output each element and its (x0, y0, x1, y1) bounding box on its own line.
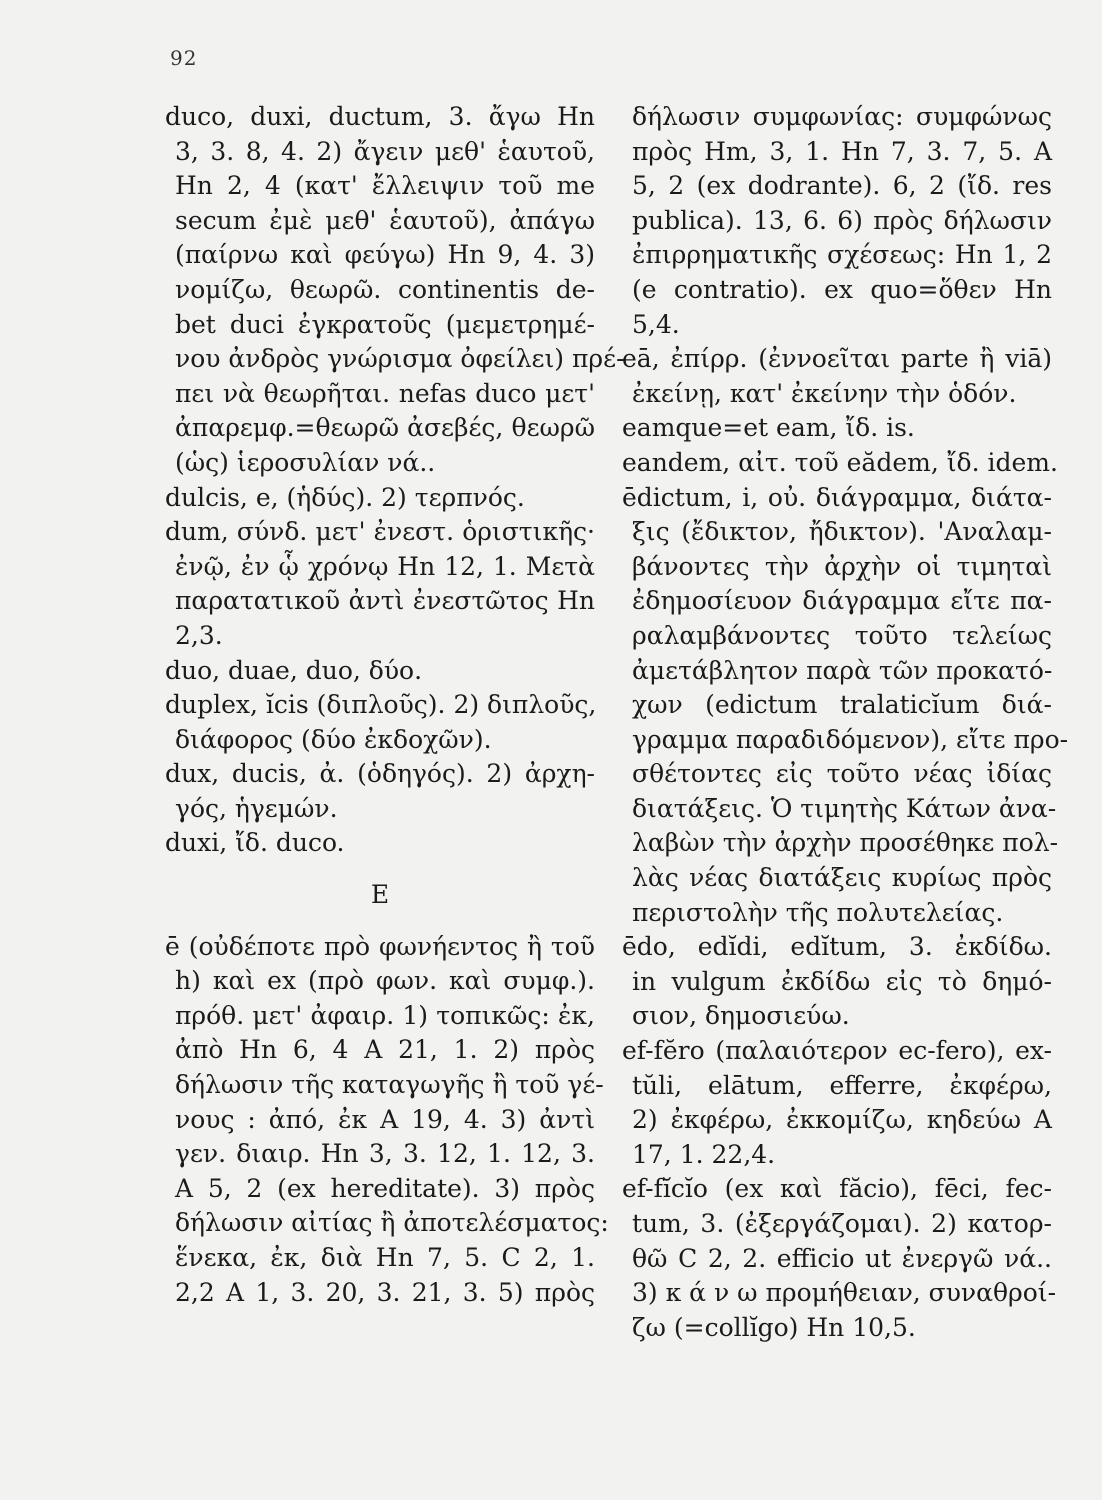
text-line: παρατατικοῦ ἀντὶ ἐνεστῶτος Hn (175, 586, 595, 616)
text-line: 2,2 A 1, 3. 20, 3. 21, 3. 5) πρὸς (175, 1277, 595, 1307)
text-line: δήλωσιν συμφωνίας: συμφώνως (632, 102, 1052, 131)
section-letter: E (370, 880, 390, 910)
text-line: νου ἀνδρὸς γνώρισμα ὀφείλει) πρέ- (175, 344, 625, 374)
text-line: duco, duxi, ductum, 3. ἄγω Hn (165, 102, 595, 131)
text-line: γός, ἡγεμών. (175, 793, 338, 823)
text-line: διάφορος (δύο ἐκδοχῶν). (175, 724, 492, 754)
right-column (622, 100, 1069, 1345)
text-line: ἀπὸ Hn 6, 4 A 21, 1. 2) πρὸς (175, 1035, 595, 1065)
text-line: ἐπιρρηματικῆς σχέσεως: Hn 1, 2 (632, 240, 1052, 270)
text-line: γεν. διαιρ. Hn 3, 3. 12, 1. 12, 3. (175, 1139, 595, 1169)
text-line: in vulgum ἐκδίδω εἰς τὸ δημό- (632, 966, 1052, 996)
text-line: (e contratio). ex quo=ὅθεν Hn (632, 274, 1052, 304)
text-line: duo, duae, duo, δύο. (165, 655, 423, 685)
text-line: (ὡς) ἱεροσυλίαν νά.. (175, 447, 436, 477)
text-line: περιστολὴν τῆς πολυτελείας. (632, 897, 1004, 927)
text-line: ἀπαρεμφ.=θεωρῶ ἀσεβές, θεωρῶ (175, 413, 595, 443)
text-line: ef-fĭcĭo (ex καὶ făcio), fēci, fec- (622, 1174, 1052, 1204)
text-line: ēdictum, i, οὐ. διάγραμμα, διάτα- (622, 482, 1052, 512)
text-line: ζω (=collĭgo) Hn 10,5. (632, 1312, 916, 1342)
text-line: secum ἐμὲ μεθ' ἑαυτοῦ), ἀπάγω (175, 205, 595, 235)
text-line: θῶ C 2, 2. efficio ut ἐνεργῶ νά.. (632, 1243, 1052, 1273)
text-line: tum, 3. (ἐξεργάζομαι). 2) κατορ- (632, 1209, 1052, 1238)
text-line: 17, 1. 22,4. (632, 1139, 776, 1169)
text-line: ξις (ἔδικτον, ἤδικτον). 'Αναλαμ- (632, 517, 1052, 547)
text-line: δήλωσιν τῆς καταγωγῆς ἢ τοῦ γέ- (175, 1070, 604, 1100)
text-line: 5, 2 (ex dodrante). 6, 2 (ἴδ. res (632, 171, 1052, 201)
text-line: 5,4. (632, 309, 680, 339)
text-line: bet duci ἐγκρατοῦς (μεμετρημέ- (175, 309, 595, 339)
text-line: γραμμα παραδιδόμενον), εἴτε προ- (632, 724, 1069, 754)
text-line: 3) κ ά ν ω προμήθειαν, συναθροί- (632, 1278, 1057, 1308)
text-line: πρόθ. μετ' ἀφαιρ. 1) τοπικῶς: ἐκ, (175, 1000, 595, 1030)
text-line: 2) ἐκφέρω, ἐκκομίζω, κηδεύω A (632, 1105, 1052, 1135)
text-line: λὰς νέας διατάξεις κυρίως πρὸς (632, 863, 1052, 893)
text-line: eamque=et eam, ἴδ. is. (622, 413, 915, 443)
text-line: σιον, δημοσιεύω. (632, 1001, 850, 1031)
text-line: βάνοντες τὴν ἀρχὴν οἱ τιμηταὶ (632, 551, 1052, 581)
text-line: χων (edictum tralaticĭum διά- (632, 690, 1052, 720)
text-line: 2,3. (175, 620, 223, 650)
left-column (165, 100, 625, 1310)
text-line: πει νὰ θεωρῆται. nefas duco μετ' (175, 378, 595, 408)
text-line: διατάξεις. Ὁ τιμητὴς Κάτων ἀνα- (632, 793, 1057, 823)
text-line: (παίρνω καὶ φεύγω) Hn 9, 4. 3) (175, 240, 595, 270)
text-line: eandem, αἰτ. τοῦ eădem, ἴδ. idem. (622, 447, 1058, 477)
text-line: A 5, 2 (ex hereditate). 3) πρὸς (175, 1173, 595, 1203)
text-line: ἐδημοσίευον διάγραμμα εἴτε πα- (632, 586, 1052, 616)
text-line: ē (οὐδέποτε πρὸ φωνήεντος ἢ τοῦ (165, 931, 595, 961)
text-line: ef-fĕro (παλαιότερον ec-fero), ex- (622, 1036, 1052, 1066)
text-line: duplex, ĭcis (διπλοῦς). 2) διπλοῦς, (165, 690, 597, 720)
text-line: λαβὼν τὴν ἀρχὴν προσέθηκε πολ- (632, 828, 1059, 858)
text-line: duxi, ἴδ. duco. (165, 828, 345, 858)
text-line: publica). 13, 6. 6) πρὸς δήλωσιν (632, 205, 1052, 235)
text-line: δήλωσιν αἰτίας ἢ ἀποτελέσματος: (175, 1208, 609, 1238)
text-line: ἕνεκα, ἐκ, διὰ Hn 7, 5. C 2, 1. (175, 1243, 595, 1272)
text-line: Hn 2, 4 (κατ' ἔλλειψιν τοῦ me (175, 171, 595, 201)
text-line: tŭli, elātum, efferre, ἐκφέρω, (632, 1070, 1052, 1100)
text-line: ἀμετάβλητον παρὰ τῶν προκατό- (632, 655, 1053, 685)
text-line: σθέτοντες εἰς τοῦτο νέας ἰδίας (632, 759, 1052, 789)
text-line: h) καὶ ex (πρὸ φων. καὶ συμφ.). (175, 966, 595, 996)
text-line: dum, σύνδ. μετ' ἐνεστ. ὁριστικῆς· (165, 517, 595, 547)
text-line: ἐκείνῃ, κατ' ἐκείνην τὴν ὁδόν. (632, 378, 1017, 408)
text-line: eā, ἐπίρρ. (ἐννοεῖται parte ἢ viā) (622, 344, 1052, 374)
text-line: νομίζω, θεωρῶ. continentis de- (175, 274, 595, 304)
text-line: dux, ducis, ἀ. (ὁδηγός). 2) ἀρχη- (165, 759, 595, 789)
text-line: πρὸς Hm, 3, 1. Hn 7, 3. 7, 5. A (632, 136, 1052, 166)
page-number: 92 (170, 46, 198, 70)
text-line: ραλαμβάνοντες τοῦτο τελείως (632, 620, 1052, 650)
text-line: ēdo, edĭdi, edĭtum, 3. ἐκδίδω. (622, 932, 1052, 962)
text-line: 3, 3. 8, 4. 2) ἄγειν μεθ' ἑαυτοῦ, (175, 136, 595, 166)
text-line: dulcis, e, (ἡδύς). 2) τερπνός. (165, 482, 525, 512)
text-line: ἐνῷ, ἐν ᾧ χρόνῳ Hn 12, 1. Μετὰ (175, 551, 595, 581)
text-line: νους : ἀπό, ἐκ A 19, 4. 3) ἀντὶ (175, 1104, 595, 1134)
